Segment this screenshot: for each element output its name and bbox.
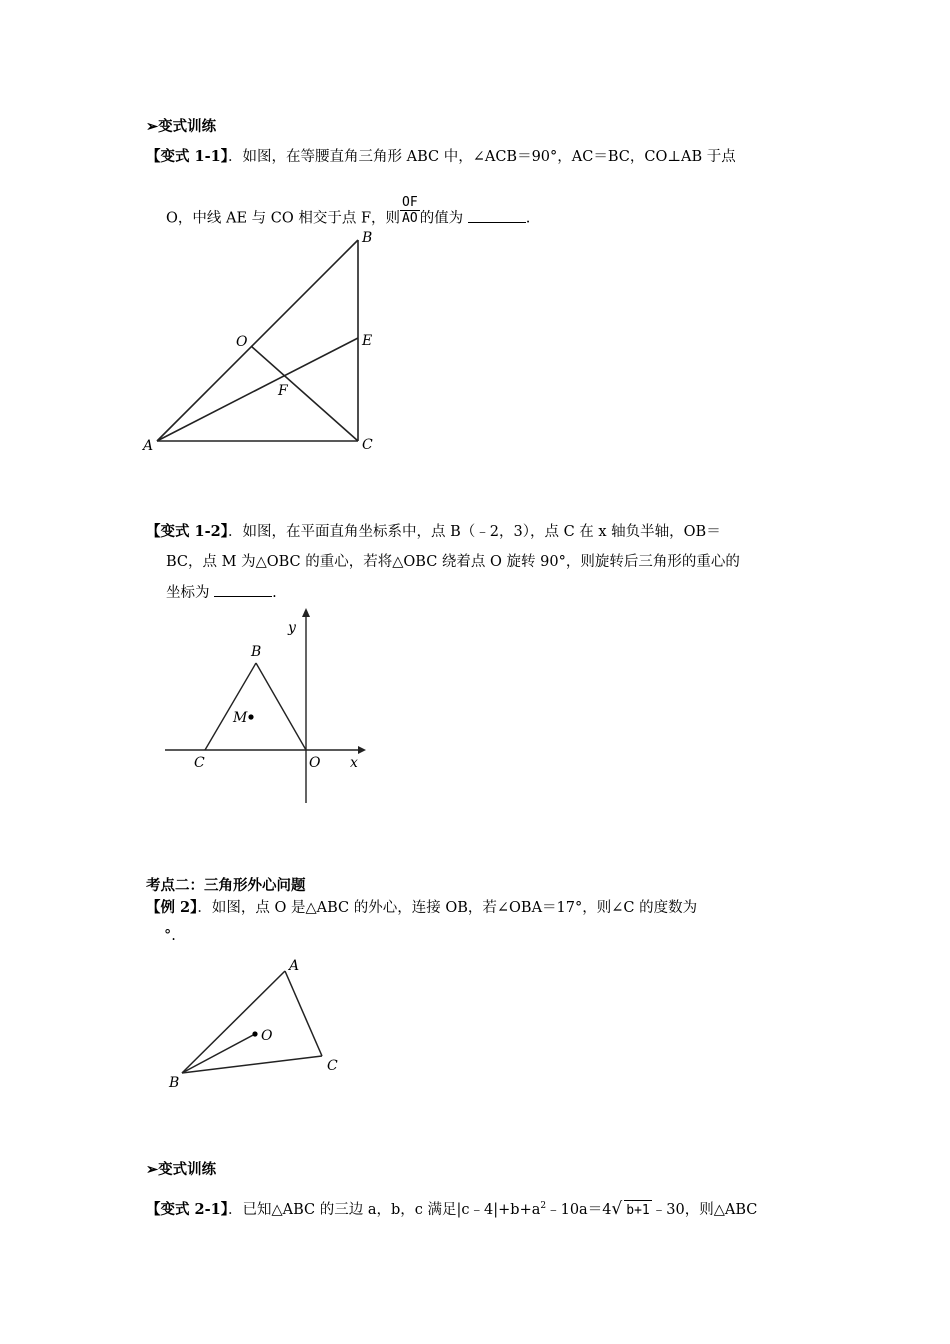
label-o: O: [236, 334, 248, 350]
figure-right-triangle: [140, 228, 390, 458]
problem-tag: 【变式 1-1】: [146, 148, 228, 165]
segment-ab: [157, 240, 358, 441]
label-x: x: [350, 755, 358, 771]
label-b: B: [169, 1075, 180, 1091]
arrow-icon: ➢: [146, 118, 159, 135]
label-o: O: [261, 1028, 273, 1044]
problem-tag: 【变式 1-2】: [146, 523, 228, 540]
section-heading: ➢变式训练: [146, 118, 217, 135]
label-a: A: [289, 958, 300, 974]
point-m: [248, 714, 253, 719]
label-a: A: [143, 438, 154, 454]
y-arrow-icon: [302, 608, 310, 617]
arrow-icon: ➢: [146, 1161, 159, 1178]
answer-blank: [214, 582, 272, 597]
label-m: M: [233, 710, 248, 726]
problem-1-2-line-2: BC，点 M 为△OBC 的重心，若将△OBC 绕着点 O 旋转 90°，则旋转后三角形的重心的: [166, 554, 740, 570]
problem-tag: 【例 2】: [146, 899, 198, 916]
label-c: C: [194, 755, 205, 771]
problem-1-1-line-2: O，中线 AE 与 CO 相交于点 F，则 $\frac{OF}{AO}$ 的值为 .: [166, 195, 531, 227]
segment-ac: [285, 971, 322, 1056]
problem-2-1-line-1: 【变式 2-1】．已知△ABC 的三边 a，b，c 满足$|c﹣4|+b+a^2﹣10a=4√$ b+1 ﹣30，则△ABC: [146, 1198, 758, 1219]
label-e: E: [362, 333, 373, 349]
segment-bo: [256, 663, 306, 750]
problem-1-2-line-3: 坐标为 .: [166, 582, 277, 603]
example-2-line-2: °.: [164, 928, 176, 944]
problem-1-2-line-1: 【变式 1-2】．如图，在平面直角坐标系中，点 B（﹣2，3），点 C 在 x 轴负半轴，OB＝: [146, 523, 721, 540]
sqrt-icon: √: [611, 1198, 623, 1219]
segment-cb: [205, 663, 256, 750]
label-f: F: [278, 383, 288, 399]
label-o: O: [309, 755, 321, 771]
figure-coordinate-plane: [160, 605, 375, 810]
section-heading-2: 考点二：三角形外心问题: [146, 877, 306, 894]
example-2-line-1: 【例 2】．如图，点 O 是△ABC 的外心，连接 OB，若∠OBA＝17°，则∠C 的度数为: [146, 899, 698, 916]
label-b: B: [362, 230, 373, 246]
fraction: $\frac{OF}{AO}$: [402, 195, 418, 226]
problem-1-1-line-1: 【变式 1-1】．如图，在等腰直角三角形 ABC 中，∠ACB＝90°，AC＝BC，CO⊥AB 于点: [146, 148, 736, 165]
section-heading-3: ➢变式训练: [146, 1161, 217, 1178]
label-c: C: [327, 1058, 338, 1074]
figure-circumcenter: [160, 955, 360, 1095]
x-arrow-icon: [358, 746, 366, 754]
answer-blank: [468, 208, 526, 223]
segment-ae: [157, 338, 358, 441]
label-c: C: [362, 437, 373, 453]
segment-ob: [182, 1034, 255, 1073]
label-b: B: [251, 644, 262, 660]
segment-ab: [182, 971, 285, 1073]
segment-bc: [182, 1056, 322, 1073]
label-y: y: [288, 620, 296, 636]
point-o: [252, 1031, 257, 1036]
problem-tag: 【变式 2-1】: [146, 1200, 228, 1218]
segment-co: [251, 346, 358, 441]
